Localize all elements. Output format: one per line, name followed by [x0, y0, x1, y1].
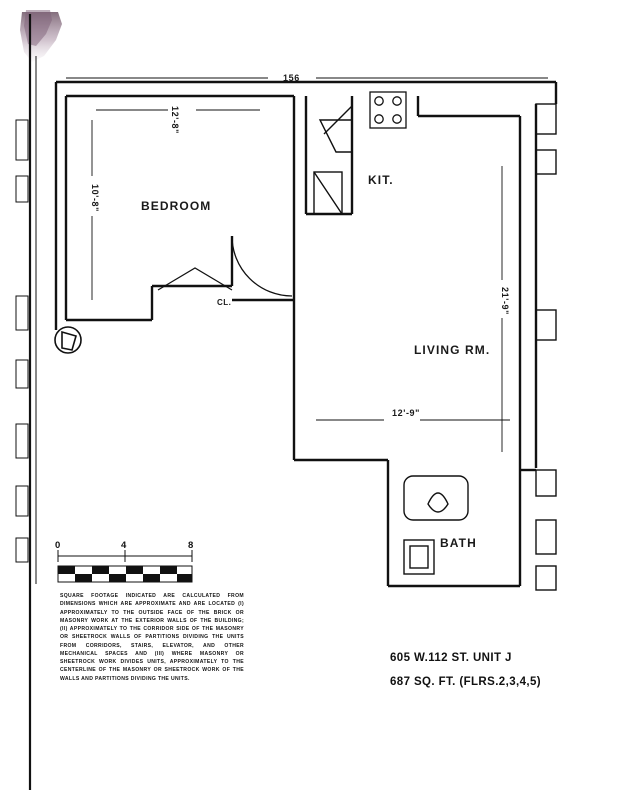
- bedroom-door-swing: [232, 236, 292, 296]
- title-block: [390, 652, 610, 688]
- unit-square-footage: 687 SQ. FT. (FLRS.2,3,4,5): [390, 676, 541, 688]
- right-wall-windows: [536, 104, 556, 590]
- scale-bar: [58, 550, 192, 582]
- dimension-overall-width: 156: [283, 73, 300, 83]
- kitchen-counter: [314, 106, 352, 214]
- room-label-kitchen: KIT.: [368, 173, 394, 187]
- scale-tick-8: 8: [188, 540, 194, 551]
- dimension-living-width: 12'-9": [392, 408, 421, 418]
- bathroom-fixtures: [404, 476, 468, 574]
- dimension-bedroom-depth: 10'-8": [90, 184, 100, 213]
- room-label-closet: CL.: [217, 298, 232, 307]
- scale-tick-4: 4: [121, 540, 127, 551]
- unit-walls: [56, 82, 556, 586]
- room-label-living: LIVING RM.: [414, 343, 491, 357]
- unit-address: 605 W.112 ST. UNIT J: [390, 652, 512, 664]
- legal-note-text: SQUARE FOOTAGE INDICATED ARE CALCULATED FROM DIMENSIONS WHICH ARE APPROXIMATE AND ARE LOCATED (I) APPROXIMATELY TO THE OUTSIDE FACE OF THE BRICK OR MASONRY WORK AT THE EXTERIOR WALLS OF THE BUILDING; (II) APPROXIMATELY TO THE CORRIDOR SIDE OF THE MASONRY OR SHEETROCK WALLS OF PARTITIONS DIVIDING THE UNITS FROM CORRIDORS, STAIRS, ELEVATOR, AND OTHER MECHANICAL SPACES AND (III) WHERE MASONRY OR SHEETROCK WORK DIVIDES UNITS, APPROXIMATELY TO THE CENTERLINE OF THE MASONRY OR SHEETROCK WORK OF THE WALLS AND PARTITIONS DIVIDING THE UNITS.: [60, 593, 244, 682]
- left-edge-lines: [30, 14, 36, 790]
- ink-smudge: [20, 10, 62, 62]
- scale-tick-0: 0: [55, 540, 61, 551]
- dimension-bedroom-width: 12'-8": [170, 106, 180, 135]
- room-label-bath: BATH: [440, 536, 477, 550]
- room-label-bedroom: BEDROOM: [141, 199, 212, 213]
- kitchen-range: [370, 92, 406, 128]
- exterior-wall-piers: [16, 120, 28, 562]
- circular-fixture: [55, 327, 81, 353]
- dimension-living-depth: 21'-9": [500, 287, 510, 316]
